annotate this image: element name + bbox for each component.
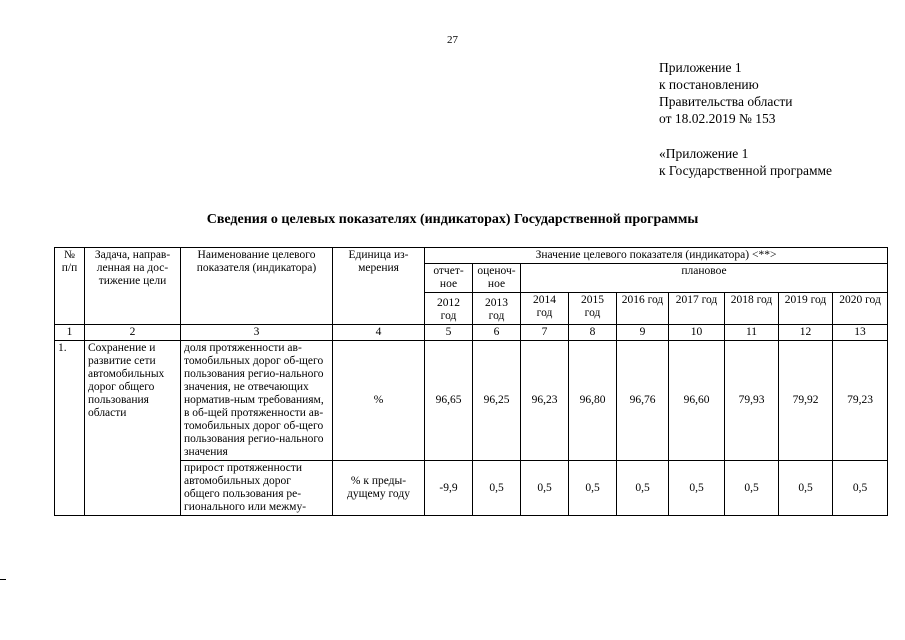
column-number: 10 [669,325,725,341]
header-year: 2016 год [617,293,669,325]
value-cell: 96,65 [425,341,473,461]
appendix-line: «Приложение 1 [659,146,749,161]
column-number: 1 [55,325,85,341]
column-number: 12 [779,325,833,341]
value-cell: 0,5 [473,461,521,516]
value-cell: 0,5 [669,461,725,516]
column-number: 13 [833,325,888,341]
value-cell: 0,5 [521,461,569,516]
header-value-group: Значение целевого показателя (индикатора) <**> [425,248,888,264]
appendix-line: Приложение 1 [659,60,742,75]
value-cell: 79,92 [779,341,833,461]
value-cell: 96,80 [569,341,617,461]
header-task: Задача, направ-ленная на дос-тижение цели [85,248,181,325]
header-unit: Единица из-мерения [333,248,425,325]
header-estimated: оценоч-ное [473,264,521,293]
column-number: 6 [473,325,521,341]
header-year: 2019 год [779,293,833,325]
appendix-line: от 18.02.2019 № 153 [659,111,776,126]
header-row [55,248,888,264]
header-year: 2018 год [725,293,779,325]
header-year: 2014 год [521,293,569,325]
page-number: 27 [447,34,458,46]
unit-cell: % к преды-дущему году [333,461,425,516]
value-cell: 96,23 [521,341,569,461]
column-number: 3 [181,325,333,341]
indicator-cell: прирост протяженности автомобильных дорог общего пользования ре-гионального или межму- [181,461,333,516]
header-year: 2015 год [569,293,617,325]
column-number-row [55,325,888,341]
value-cell: 0,5 [833,461,888,516]
value-cell: 79,93 [725,341,779,461]
appendix-line: к постановлению [659,77,759,92]
value-cell: 96,60 [669,341,725,461]
column-number: 9 [617,325,669,341]
indicators-table [54,247,888,516]
column-number: 2 [85,325,181,341]
column-number: 8 [569,325,617,341]
table-row [55,341,888,461]
column-number: 4 [333,325,425,341]
header-year: 2012 год [425,293,473,325]
value-cell: 96,25 [473,341,521,461]
header-num: № п/п [55,248,85,325]
appendix-block-2 [659,145,832,179]
value-cell: 79,23 [833,341,888,461]
document-title: Сведения о целевых показателях (индикаторах) Государственной программы [206,212,699,227]
value-cell: 0,5 [779,461,833,516]
column-number: 11 [725,325,779,341]
task-cell: Сохранение и развитие сети автомобильных дорог общего пользования области [85,341,181,516]
column-number: 5 [425,325,473,341]
appendix-block [659,59,792,127]
value-cell: 0,5 [569,461,617,516]
appendix-line: к Государственной программе [659,163,833,178]
value-cell: -9,9 [425,461,473,516]
value-cell: 96,76 [617,341,669,461]
header-indicator: Наименование целевого показателя (индикатора) [181,248,333,325]
header-year: 2017 год [669,293,725,325]
row-number: 1. [55,341,85,516]
value-cell: 0,5 [617,461,669,516]
value-cell: 0,5 [725,461,779,516]
header-year: 2020 год [833,293,888,325]
header-year: 2013 год [473,293,521,325]
header-reported: отчет-ное [425,264,473,293]
unit-cell: % [333,341,425,461]
header-planned: плановое [521,264,888,293]
margin-mark [0,579,6,580]
column-number: 7 [521,325,569,341]
appendix-line: Правительства области [659,94,793,109]
indicator-cell: доля протяженности ав-томобильных дорог об-щего пользования регио-нального значения, не отвечающих норматив-ным требованиям, в об-щей протяженности ав-томобильных дорог об-щего пользования регио-нального значения [181,341,333,461]
